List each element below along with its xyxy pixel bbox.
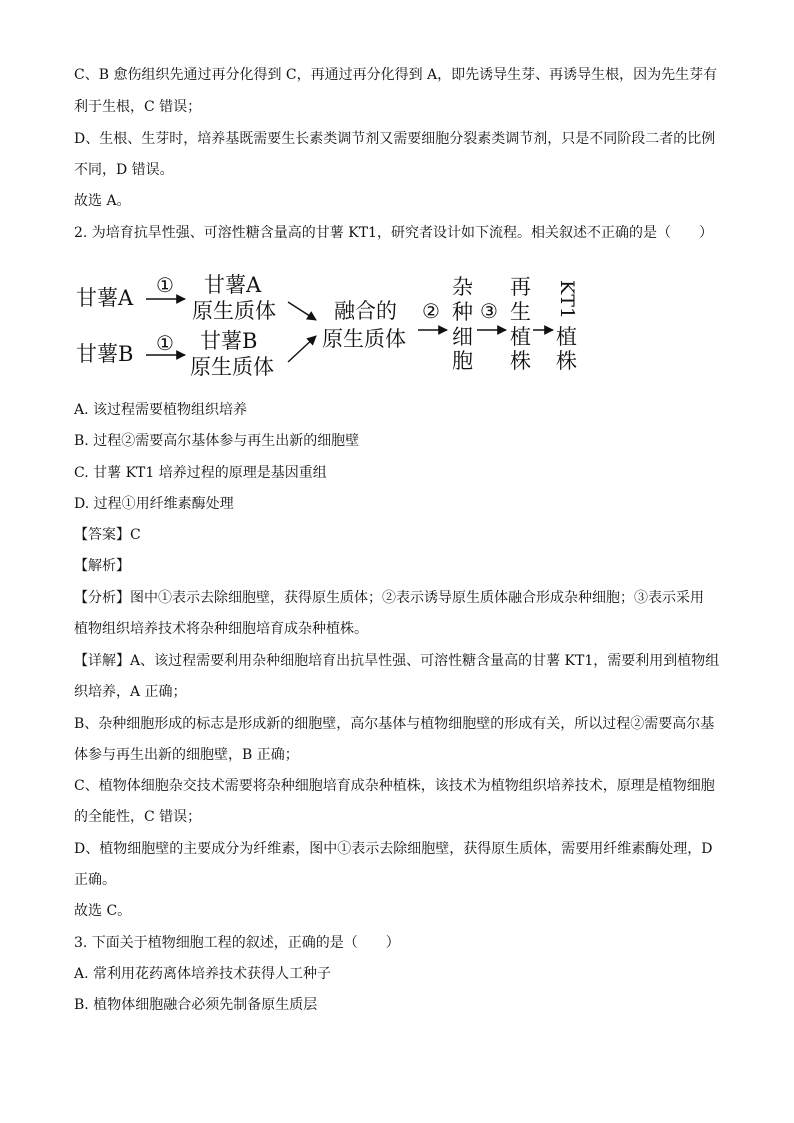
detail-text: 织培养，A 正确； — [74, 684, 187, 700]
option-a: A. 常利用花药离体培养技术获得人工种子 — [74, 966, 332, 982]
analysis-heading: 【解析】 — [74, 558, 130, 574]
question-2-stem: 2. 为培育抗旱性强、可溶性糖含量高的甘薯 KT1，研究者设计如下流程。相关叙述不正确的是（ ） — [74, 225, 713, 241]
text-line: 利于生根，C 错误； — [74, 99, 202, 115]
detail-text: B、杂种细胞形成的标志是形成新的细胞壁，高尔基体与植物细胞壁的形成有关，所以过程②需要高尔基 — [74, 716, 715, 732]
step1-bottom-label: ① — [156, 331, 174, 355]
step2-label: ② — [422, 299, 440, 323]
detail-text: 的全能性，C 错误； — [74, 809, 202, 825]
protoplast-b-line1: 甘薯B — [200, 329, 258, 353]
answer-line: 【答案】C — [74, 527, 141, 543]
text-line: 故选 A。 — [74, 193, 131, 209]
arrow-b-to-fusion — [288, 336, 316, 362]
detail-text: 正确。 — [74, 872, 116, 888]
fused-line2: 原生质体 — [322, 327, 406, 351]
conclusion-line: 故选 C。 — [74, 903, 132, 919]
flow-diagram — [72, 268, 592, 380]
step3-label: ③ — [480, 299, 498, 323]
hybrid-char: 胞 — [452, 349, 473, 373]
detail-text: D、植物细胞壁的主要成分为纤维素，图中①表示去除细胞壁，获得原生质体，需要用纤维素酶处理，D — [74, 841, 713, 857]
hybrid-char: 细 — [452, 325, 473, 349]
question-3-stem: 3. 下面关于植物细胞工程的叙述，正确的是（ ） — [74, 935, 400, 951]
text-line: C、B 愈伤组织先通过再分化得到 C，再通过再分化得到 A，即先诱导生芽、再诱导生根，因为先生芽有 — [74, 67, 718, 83]
detail-text: C、植物体细胞杂交技术需要将杂种细胞培育成杂种植株，该技术为植物组织培养技术，原理是植物细胞 — [74, 778, 715, 794]
analysis-text: 【分析】图中①表示去除细胞壁，获得原生质体；②表示诱导原生质体融合形成杂种细胞；③表示采用 — [74, 590, 704, 606]
regen-char: 株 — [510, 349, 531, 373]
text-line: D、生根、生芽时，培养基既需要生长素类调节剂又需要细胞分裂素类调节剂，只是不同阶段二者的比例 — [74, 131, 716, 147]
detail-text: 【详解】A、该过程需要利用杂种细胞培育出抗旱性强、可溶性糖含量高的甘薯 KT1，需要利用到植物组 — [74, 653, 720, 669]
regen-char: 植 — [510, 325, 531, 349]
source-a-label: 甘薯A — [76, 286, 134, 310]
option-a: A. 该过程需要植物组织培养 — [74, 402, 248, 418]
step1-top-label: ① — [156, 273, 174, 297]
analysis-text: 植物组织培养技术将杂种细胞培育成杂种植株。 — [74, 621, 368, 637]
kt1-label: KT1 — [556, 280, 578, 319]
kt1-char: 株 — [556, 349, 577, 373]
protoplast-a-line2: 原生质体 — [192, 299, 276, 323]
option-b: B. 植物体细胞融合必须先制备原生质层 — [74, 997, 318, 1013]
option-d: D. 过程①用纤维素酶处理 — [74, 496, 234, 512]
text-line: 不同，D 错误。 — [74, 162, 174, 178]
hybrid-char: 杂 — [452, 275, 473, 299]
protoplast-b-line2: 原生质体 — [190, 355, 274, 379]
regen-char: 生 — [510, 300, 531, 324]
source-b-label: 甘薯B — [76, 342, 134, 366]
protoplast-a-line1: 甘薯A — [204, 273, 262, 297]
detail-text: 体参与再生出新的细胞壁，B 正确； — [74, 747, 299, 763]
hybrid-char: 种 — [452, 300, 473, 324]
regen-char: 再 — [510, 275, 531, 299]
kt1-char: 植 — [556, 325, 577, 349]
arrow-a-to-fusion — [288, 302, 316, 320]
option-b: B. 过程②需要高尔基体参与再生出新的细胞壁 — [74, 433, 360, 449]
option-c: C. 甘薯 KT1 培养过程的原理是基因重组 — [74, 465, 327, 481]
fused-line1: 融合的 — [334, 299, 397, 323]
